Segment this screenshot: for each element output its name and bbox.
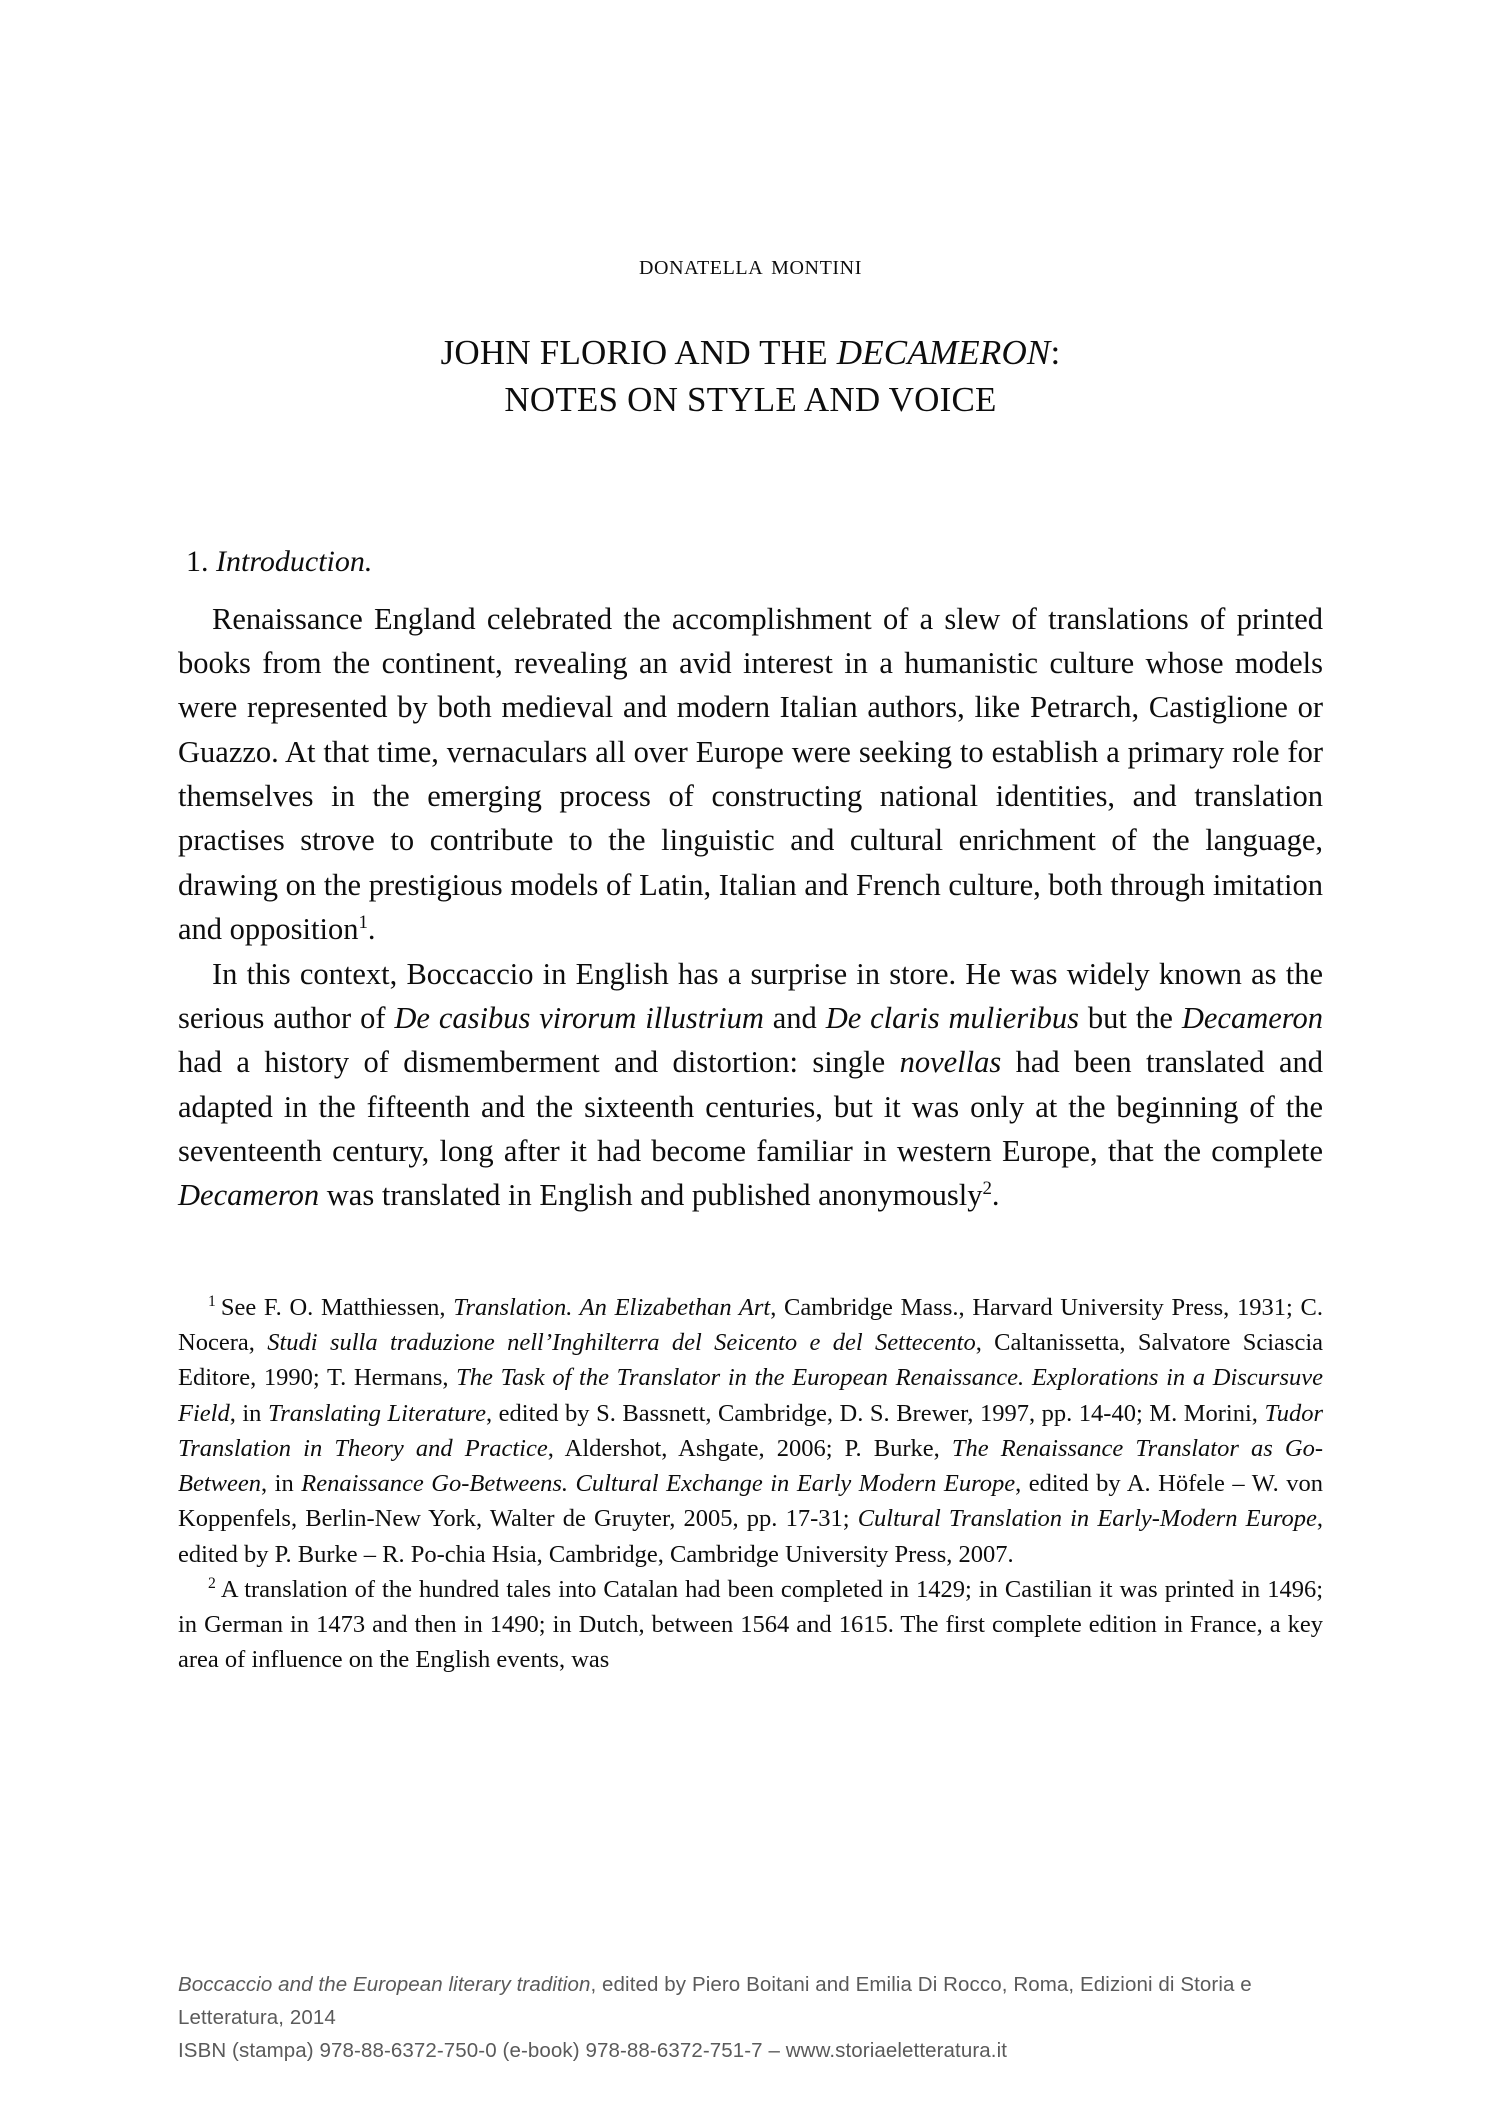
title-line-1-suffix: : [1050,332,1061,372]
footnote-1-italic-2: Studi sulla traduzione nell’Inghilterra del Seicento e del Settecento [267,1329,976,1357]
paragraph-2-seg-2: and [763,1000,826,1035]
footnote-ref-2[interactable]: 2 [982,1178,992,1200]
title-line-2: NOTES ON STYLE AND VOICE [504,379,997,419]
footnote-1-marker: 1 [208,1292,216,1310]
paragraph-2-seg-3: but the [1078,1000,1182,1035]
body-paragraph-1 [178,597,1323,952]
page-content [178,0,1323,1678]
title-line-1-italic: DECAMERON [836,332,1051,372]
colophon-line-1-rest: , edited by Piero Boitani and Emilia Di Rocco, Roma, Edizioni di Storia e Letteratura, 2014 [178,1973,1252,2030]
paragraph-2-seg-1: In this context, Boccaccio in English has a surprise in store. He was widely known as the serious author of [178,956,1323,1035]
article-author: donatella montini [639,249,862,281]
paragraph-2-seg-5: had been translated and adapted in the fifteenth and the sixteenth centuries, but it was only at the beginning of the seventeenth century, long after it had become familiar in western Europe, that the complete [178,1045,1323,1169]
footnote-1-seg-5: , edited by S. Bassnett, Cambridge, D. S. Brewer, 1997, pp. 14-40; M. Morini, [485,1399,1265,1427]
title-line-1 [178,330,1323,377]
footnote-ref-1[interactable]: 1 [358,912,368,934]
section-name: Introduction. [216,544,373,578]
footnote-1-seg-9: , edited by P. Burke – R. Po-chia Hsia, Cambridge, Cambridge University Press, 2007. [178,1505,1323,1568]
publisher-colophon [178,1968,1338,2068]
footnote-1-seg-4: , in [229,1399,268,1427]
colophon-line-1 [178,1968,1338,2034]
footnote-1-italic-7: Renaissance Go-Betweens. Cultural Exchange in Early Modern Europe [301,1470,1016,1498]
footnote-1-italic-1: Translation. An Elizabethan Art [453,1293,771,1321]
footnote-1-italic-8: Cultural Translation in Early-Modern Europe [857,1505,1317,1533]
paragraph-1-text: Renaissance England celebrated the accomplishment of a slew of translations of printed books from the continent, revealing an avid interest in a humanistic culture whose models were represented by both medieval and modern Italian authors, like Petrarch, Castiglione or Guazzo. At that time, vernaculars all over Europe were seeking to establish a primary role for themselves in the emerging process of constructing national identities, and translation practises strove to contribute to the linguistic and cultural enrichment of the language, drawing on the prestigious models of Latin, Italian and French culture, both through imitation and opposition [178,601,1323,947]
footnote-2-marker: 2 [208,1574,216,1592]
colophon-book-title: Boccaccio and the European literary tradition [178,1973,591,1996]
title-line-1-prefix: JOHN FLORIO AND THE [440,332,837,372]
footnote-1-italic-4: Translating Literature [267,1399,486,1427]
footnote-1-seg-8: , edited by A. Höfele – W. von Koppenfels, Berlin-New York, Walter de Gruyter, 2005, pp. 17-31; [178,1470,1323,1533]
footnote-1-seg-2: , Cambridge Mass., Harvard University Press, 1931; C. Nocera, [178,1293,1323,1357]
paragraph-2-seg-6: was translated in English and published anonymously [319,1178,983,1213]
footnote-1-italic-5: Tudor Translation in Theory and Practice [178,1399,1324,1462]
footnote-2-seg-1: A translation of the hundred tales into Catalan had been completed in 1429; in Castilian it was printed in 1496; in German in 1473 and then in 1490; in Dutch, between 1564 and 1615. The first complete edition in France, a key area of influence on the English events, was [178,1575,1323,1674]
footnote-1-italic-6: The Renaissance Translator as Go-Between [178,1434,1324,1498]
paragraph-1-tail: . [367,912,376,947]
section-number: 1. [186,544,209,578]
work-title-decameron-2: Decameron [178,1178,320,1213]
footnote-2 [178,1572,1323,1678]
work-title-de-casibus: De casibus virorum illustrium [394,1000,764,1035]
footnotes-section [178,1290,1323,1678]
footnote-1-seg-3: , Caltanissetta, Salvatore Sciascia Editore, 1990; T. Hermans, [178,1329,1324,1392]
colophon-line-2: ISBN (stampa) 978-88-6372-750-0 (e-book) 978-88-6372-751-7 – www.storiaeletteratura.it [178,2039,1008,2063]
work-title-decameron-1: Decameron [1181,1000,1324,1035]
body-paragraph-2 [178,952,1323,1218]
paragraph-2-seg-4: had a history of dismemberment and distortion: single [178,1045,900,1080]
footnote-1 [178,1290,1323,1572]
footnote-1-italic-3: The Task of the Translator in the European Renaissance. Explorations in a Discursuve Field [178,1364,1323,1427]
work-title-de-claris: De claris mulieribus [825,1000,1079,1035]
term-novellas: novellas [899,1045,1002,1080]
footnote-1-seg-6: , Aldershot, Ashgate, 2006; P. Burke, [547,1434,952,1462]
article-title [178,330,1323,424]
footnote-1-seg-7: , in [261,1470,302,1498]
footnote-1-seg-1: See F. O. Matthiessen, [220,1293,454,1321]
section-heading [178,542,1323,581]
paragraph-2-seg-7: . [991,1178,1000,1213]
